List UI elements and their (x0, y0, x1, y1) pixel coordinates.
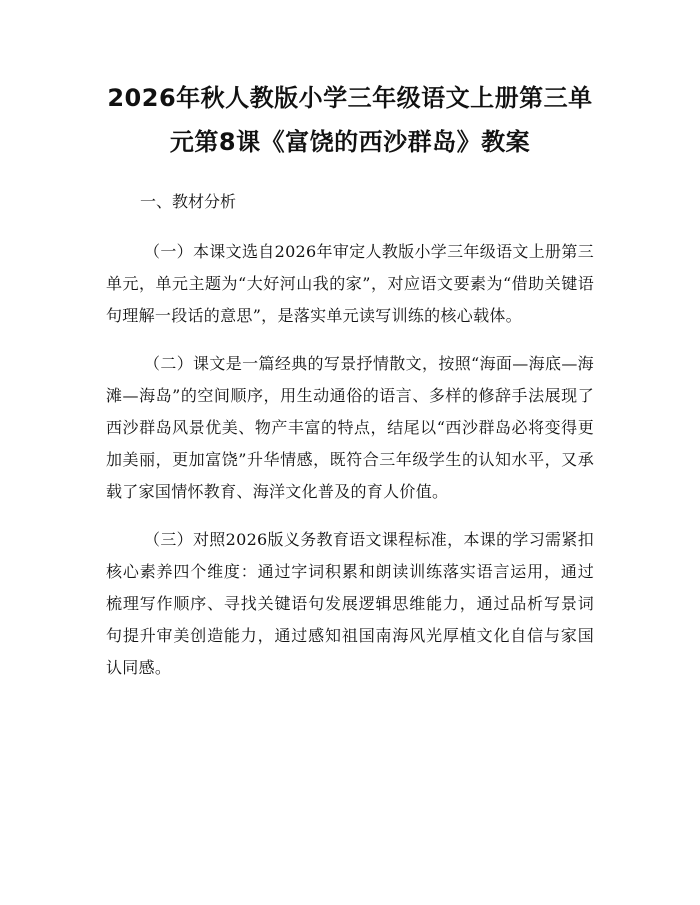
title-line-1: 2026年秋人教版小学三年级语文上册第三单 (107, 84, 593, 112)
paragraph-2: （二）课文是一篇经典的写景抒情散文，按照“海面—海底—海滩—海岛”的空间顺序，用生动通俗的语言、多样的修辞手法展现了西沙群岛风景优美、物产丰富的特点，结尾以“西沙群岛必将变得更加美丽，更加富饶”升华情感，既符合三年级学生的认知水平，又承载了家国情怀教育、海洋文化普及的育人价值。 (106, 354, 594, 501)
section-heading: 一、教材分析 (140, 192, 237, 211)
paragraph-1: （一）本课文选自2026年审定人教版小学三年级语文上册第三单元，单元主题为“大好河山我的家”，对应语文要素为“借助关键语句理解一段话的意思”，是落实单元读写训练的核心载体。 (106, 242, 594, 325)
title-line-2: 元第8课《富饶的西沙群岛》教案 (169, 128, 531, 156)
document-title (106, 76, 594, 164)
paragraph-3: （三）对照2026版义务教育语文课程标准，本课的学习需紧扣核心素养四个维度：通过字词积累和朗读训练落实语言运用，通过梳理写作顺序、寻找关键语句发展逻辑思维能力，通过品析写景词句提升审美创造能力，通过感知祖国南海风光厚植文化自信与家国认同感。 (106, 530, 594, 677)
